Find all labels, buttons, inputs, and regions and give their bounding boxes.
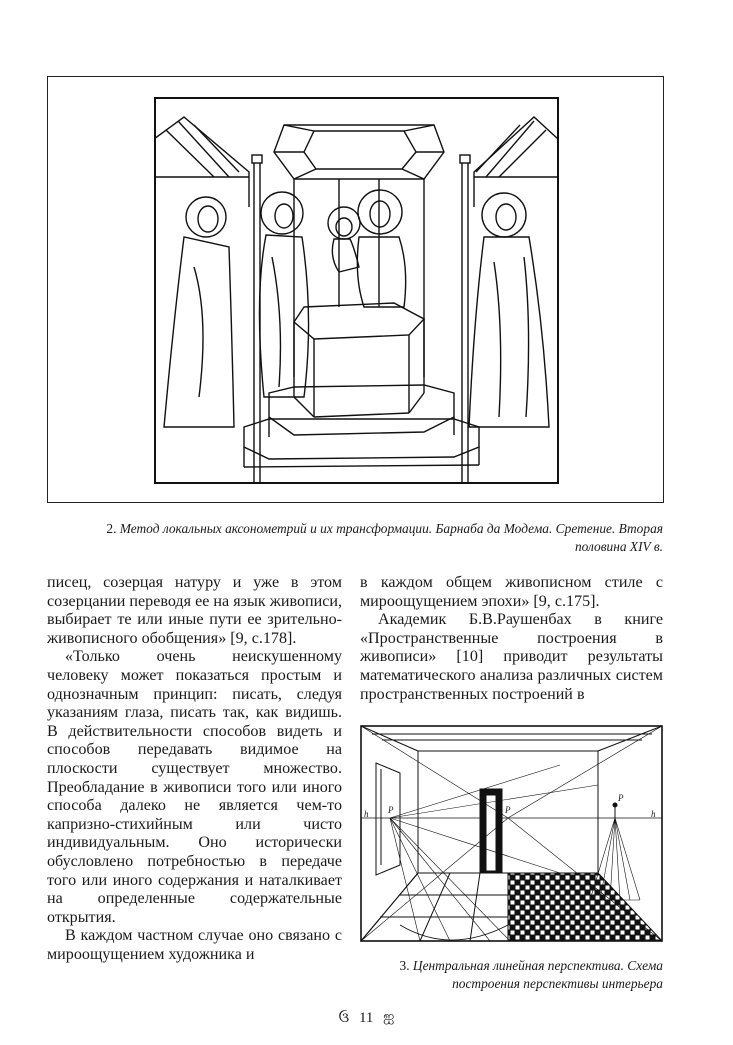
right-paragraph-1: в каждом общем живописном стиле с мироощущением эпохи» [9, с.175]. xyxy=(360,574,663,610)
label-center-p: P xyxy=(505,805,511,815)
figure-2-caption xyxy=(103,520,663,556)
ornament-left-icon: ઉ xyxy=(338,1010,350,1026)
left-paragraph-3: В каждом частном случае оно связано с мироощущением художника и xyxy=(47,927,342,963)
page-number: 11 xyxy=(358,1010,374,1027)
left-text-column xyxy=(47,574,342,964)
page-footer xyxy=(0,1010,733,1027)
figure-perspective-diagram xyxy=(360,725,663,942)
figure-2-text: Метод локальных аксонометрий и их трансформации. Барнаба да Модема. Сретение. Вторая половина XIV в. xyxy=(119,521,663,554)
label-left-p: P xyxy=(388,805,394,815)
label-right-p: P xyxy=(618,793,624,803)
right-paragraph-2: Академик Б.В.Раушенбах в книге «Пространственные построения в живописи» [10] приводит результаты математического анализа различных систем пространственных построений в xyxy=(360,611,663,703)
figure-3-number: 3. xyxy=(399,958,410,973)
presentation-line-drawing xyxy=(154,97,559,484)
left-paragraph-1: писец, созерцая натуру и уже в этом созерцании переводя ее на язык живописи, выбирает те или иные пути ее зрительно-живописного обобщения» [9, с.178]. xyxy=(47,574,342,647)
perspective-construction-drawing xyxy=(360,725,663,942)
label-right-h: h xyxy=(651,809,656,819)
left-paragraph-2: «Только очень неискушенному человеку может показаться простым и однозначным принцип: писать, следуя указаниям глаза, писать так, как видишь. В действительности способов видеть и способов передавать видимое на плоскости существует множество. Преобладание в живописи того или иного способа далеко не является чем-то капризно-стихийным или чисто индивидуальным. Оно исторически обусловлено потребностью в передаче того или иного содержания и наталкивает на определенные содержательные открытия. xyxy=(47,648,342,926)
figure-icon-presentation xyxy=(47,76,664,503)
figure-2-number: 2. xyxy=(106,521,117,536)
figure-3-text: Центральная линейная перспектива. Схема построения перспективы интерьера xyxy=(412,958,663,991)
figure-3-caption xyxy=(360,957,663,993)
right-text-column xyxy=(360,574,663,704)
label-left-h: h xyxy=(364,809,369,819)
ornament-right-icon: ஐ xyxy=(383,1010,395,1026)
